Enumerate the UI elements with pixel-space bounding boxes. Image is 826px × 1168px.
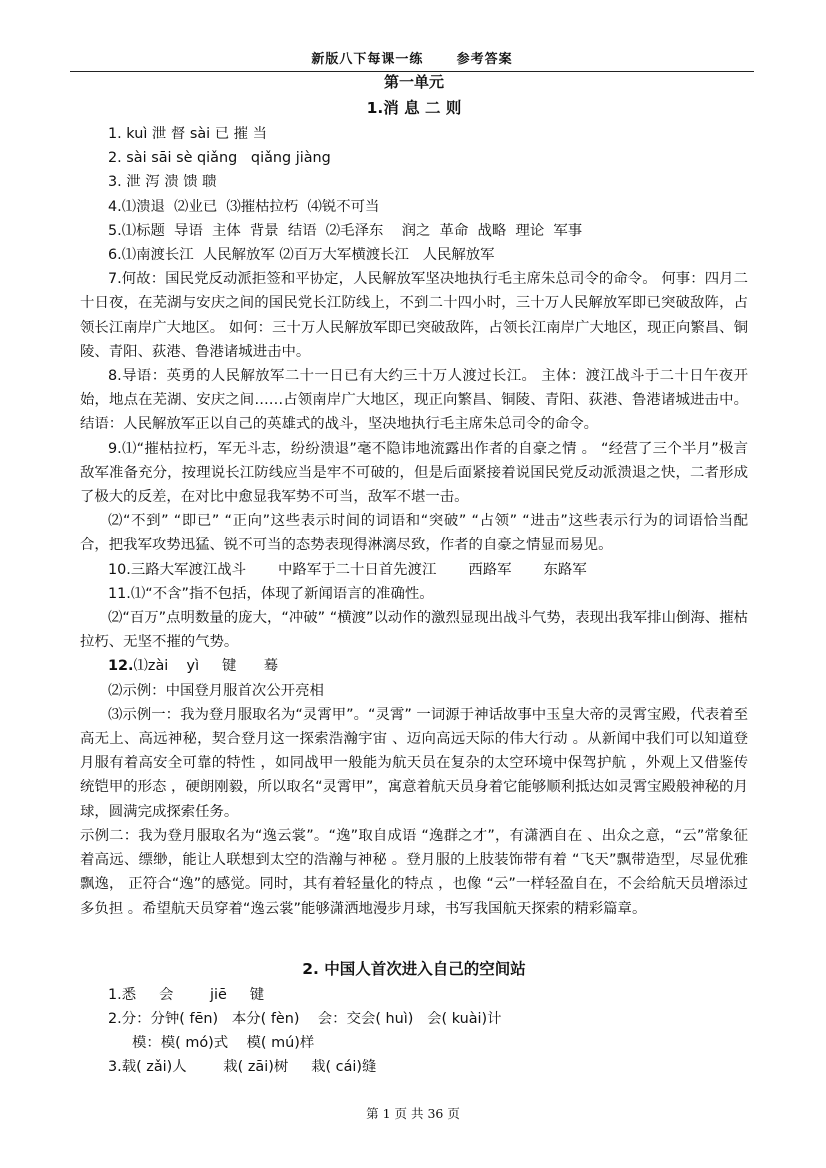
answer-line: 5.⑴标题 导语 主体 背景 结语 ⑵毛泽东 润之 革命 战略 理论 军事 bbox=[108, 222, 583, 239]
answer-line: 3.载( zǎi)人 栽( zāi)树 栽( cái)缝 bbox=[108, 1059, 377, 1076]
answer-line-12-1 bbox=[80, 654, 748, 678]
answer-text: ⑴zài yì 键 蓦 bbox=[133, 658, 279, 675]
page-header: 新版八下每课一练 参考答案 bbox=[70, 48, 754, 72]
answer-paragraph-9-1: 9.⑴“摧枯拉朽，军无斗志，纷纷溃退”毫不隐讳地流露出作者的自豪之情 。 “经营了三个半月”极言敌军准备充分，按理说长江防线应当是牢不可破的，但是后面紧接着说国民党反动派溃退之快，二者形成了极大的反差，在对比中愈显我军势不可当，敌军不堪一击。 bbox=[80, 440, 748, 506]
answer-paragraph-12-example-2: 示例二：我为登月服取名为“逸云裳”。“逸”取自成语 “逸群之才”，有潇洒自在 、出众之意，“云”常象征着高远、缥缈，能让人联想到太空的浩瀚与神秘 。登月服的上肢装饰带有着 “飞天”飘带造型，尽显优雅飘逸， 正符合“逸”的感觉。同时，其有着轻量化的特点 ，也像 “云”一样轻盈自在，不会给航天员增添过多负担 。希望航天员穿着“逸云裳”能够潇洒地漫步月球，书写我国航天探索的精彩篇章。 bbox=[80, 827, 748, 917]
answer-paragraph-11-2: ⑵“百万”点明数量的庞大，“冲破” “横渡”以动作的激烈显现出战斗气势，表现出我军排山倒海、摧枯拉朽、无坚不摧的气势。 bbox=[80, 610, 748, 651]
answer-line-12-2: ⑵示例：中国登月服首次公开亮相 bbox=[108, 682, 324, 699]
page-number-footer: 第 1 页 共 36 页 bbox=[366, 1106, 460, 1121]
answer-line-10: 10.三路大军渡江战斗 中路军于二十日首先渡江 西路军 东路军 bbox=[108, 561, 587, 578]
question-number: 12. bbox=[108, 658, 134, 675]
answer-paragraph-8: 8.导语：英勇的人民解放军二十一日已有大约三十万人渡过长江。 主体：渡江战斗于二十日午夜开始，地点在芜湖、安庆之间……占领南岸广大地区，现正向繁昌、铜陵、青阳、荻港、鲁港诸城进击中。结语：人民解放军正以自己的英雄式的战斗，坚决地执行毛主席朱总司令的命令。 bbox=[80, 368, 748, 433]
answer-paragraph-7: 7.何故：国民党反动派拒签和平协定，人民解放军坚决地执行毛主席朱总司令的命令。 何事：四月二十日夜，在芜湖与安庆之间的国民党长江防线上，不到二十四小时，三十万人民解放军即已突破敌阵，占领长江南岸广大地区。 如何：三十万人民解放军即已突破敌阵，占领长江南岸广大地区，现正向繁昌、铜陵、青阳、荻港、鲁港诸城进击中。 bbox=[80, 271, 748, 360]
answer-line: 2. sài sāi sè qiǎng qiǎng jiàng bbox=[108, 150, 331, 167]
lesson-1-title: 1.消 息 二 则 bbox=[366, 99, 462, 117]
lesson-2-title: 2. 中国人首次进入自己的空间站 bbox=[302, 959, 526, 978]
answer-line: 3. 泄 泻 溃 馈 聩 bbox=[108, 174, 217, 191]
answer-line: 4.⑴溃退 ⑵业已 ⑶摧枯拉朽 ⑷锐不可当 bbox=[108, 198, 380, 215]
answer-line: 模：模( mó)式 模( mú)样 bbox=[132, 1035, 315, 1052]
answer-line: 2.分：分钟( fēn) 本分( fèn) 会：交会( huì) 会( kuài)计 bbox=[108, 1010, 502, 1027]
answer-paragraph-12-3: ⑶示例一：我为登月服取名为“灵霄甲”。“灵霄” 一词源于神话故事中玉皇大帝的灵霄宝殿，代表着至高无上、高远神秘，契合登月这一探索浩瀚宇宙 、迈向高远天际的伟大行动 。从新闻中我们可以知道登月服有着高安全可靠的特性 ，如同战甲一般能为航天员在复杂的太空环境中保驾护航 ，外观上又借鉴传统铠甲的形态 ，硬朗刚毅，所以取名“灵霄甲”，寓意着航天员身着它能够顺利抵达如灵霄宝殿般神秘的月球，圆满完成探索任务。 bbox=[80, 706, 748, 820]
answer-line: 1. kuì 泄 督 sài 已 摧 当 bbox=[108, 126, 268, 142]
document-content bbox=[80, 70, 748, 1080]
answer-paragraph-9-2: ⑵“不到” “即已” “正向”这些表示时间的词语和“突破” “占领” “进击”这些表示行为的词语恰当配合，把我军攻势迅猛、锐不可当的态势表现得淋漓尽致，作者的自豪之情显而易见。 bbox=[80, 513, 748, 554]
answer-paragraph-11-1: 11.⑴“不含”指不包括，体现了新闻语言的准确性。 bbox=[108, 585, 434, 602]
unit-title: 第一单元 bbox=[383, 73, 444, 91]
answer-line: 6.⑴南渡长江 人民解放军 ⑵百万大军横渡长江 人民解放军 bbox=[108, 247, 495, 264]
answer-line: 1.悉 会 jiē 键 bbox=[108, 986, 265, 1003]
